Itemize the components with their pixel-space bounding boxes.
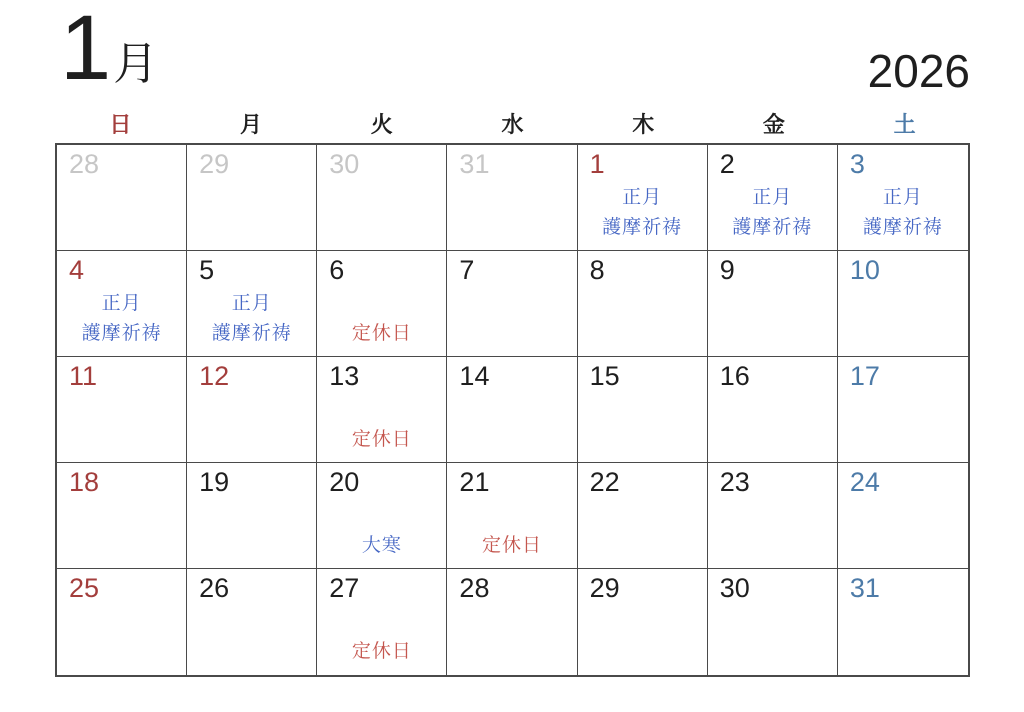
calendar-day-cell (57, 251, 187, 357)
day-note (317, 289, 446, 349)
date-number: 19 (199, 467, 230, 497)
calendar-day-cell (838, 569, 968, 675)
calendar-day-cell (317, 569, 447, 675)
date-number: 14 (459, 361, 490, 391)
date-number: 8 (589, 255, 605, 285)
date-number: 11 (69, 361, 98, 391)
page-title (60, 0, 159, 99)
day-note (317, 395, 446, 455)
calendar-day-cell (838, 463, 968, 569)
date-number: 22 (589, 467, 620, 497)
calendar-day-cell (447, 357, 577, 463)
date-number: 5 (199, 255, 215, 285)
date-number: 13 (329, 361, 360, 391)
day-note (447, 501, 576, 561)
date-number: 16 (719, 361, 750, 391)
day-note (317, 607, 446, 667)
weekday-label-3: 水 (501, 112, 524, 137)
calendar-day-cell (187, 463, 317, 569)
weekday-label-5: 金 (762, 112, 785, 137)
month-number: 1 (60, 0, 110, 99)
day-note-line-1 (317, 607, 446, 637)
day-note-line-1: 正月 (882, 187, 923, 208)
calendar-day-cell (57, 145, 187, 251)
calendar-day-cell (447, 145, 577, 251)
calendar-day-cell (317, 357, 447, 463)
date-number: 17 (849, 361, 880, 391)
date-number: 25 (69, 573, 100, 603)
calendar-day-cell (57, 463, 187, 569)
calendar-day-cell (708, 463, 838, 569)
date-number: 26 (199, 573, 230, 603)
day-note-line-2: 定休日 (351, 323, 412, 344)
calendar-day-cell (187, 569, 317, 675)
weekday-label-4: 木 (632, 112, 655, 137)
day-note-line-1: 正月 (101, 293, 142, 314)
calendar-day-cell (57, 569, 187, 675)
calendar-day-cell (187, 357, 317, 463)
date-number: 27 (329, 573, 360, 603)
date-number: 29 (199, 149, 230, 179)
date-number: 30 (719, 573, 750, 603)
calendar-day-cell (578, 569, 708, 675)
date-number: 9 (719, 255, 735, 285)
day-note-line-2: 護摩祈祷 (81, 323, 162, 344)
calendar-day-cell (838, 251, 968, 357)
date-number: 4 (69, 255, 85, 285)
date-number: 28 (69, 149, 100, 179)
calendar-day-cell (578, 251, 708, 357)
day-note-line-1: 正月 (231, 293, 272, 314)
day-note-line-2: 護摩祈祷 (602, 217, 683, 238)
calendar-day-cell (708, 251, 838, 357)
date-number: 2 (719, 149, 735, 179)
day-note-line-2: 定休日 (481, 535, 542, 556)
date-number: 30 (329, 149, 360, 179)
day-note-line-2: 定休日 (351, 641, 412, 662)
calendar-grid (55, 143, 970, 677)
date-number: 15 (589, 361, 620, 391)
date-number: 3 (849, 149, 865, 179)
day-note-line-1: 正月 (752, 187, 793, 208)
date-number: 10 (849, 255, 880, 285)
date-number: 20 (329, 467, 360, 497)
calendar-day-cell (578, 463, 708, 569)
date-number: 6 (329, 255, 345, 285)
weekday-label-6: 土 (893, 112, 916, 137)
calendar-day-cell (447, 463, 577, 569)
month-suffix: 月 (113, 38, 159, 89)
day-note (838, 183, 968, 243)
day-note-line-1 (317, 289, 446, 319)
calendar-day-cell (708, 145, 838, 251)
calendar-day-cell (447, 569, 577, 675)
date-number: 1 (589, 149, 605, 179)
date-number: 23 (719, 467, 750, 497)
calendar-day-cell (317, 463, 447, 569)
date-number: 31 (849, 573, 880, 603)
date-number: 31 (459, 149, 490, 179)
calendar-day-cell (708, 569, 838, 675)
day-note (578, 183, 707, 243)
date-number: 21 (459, 467, 490, 497)
calendar-day-cell (578, 357, 708, 463)
day-note-line-1 (317, 501, 446, 531)
weekday-label-1: 月 (240, 112, 263, 137)
calendar-day-cell (838, 145, 968, 251)
day-note-line-1: 正月 (622, 187, 663, 208)
weekday-label-2: 火 (370, 112, 393, 137)
day-note (187, 289, 316, 349)
day-note-line-2: 護摩祈祷 (732, 217, 813, 238)
weekday-label-0: 日 (109, 112, 132, 137)
date-number: 28 (459, 573, 490, 603)
day-note-line-2: 護摩祈祷 (211, 323, 292, 344)
calendar-day-cell (187, 145, 317, 251)
day-note-line-2: 護摩祈祷 (862, 217, 943, 238)
calendar-day-cell (578, 145, 708, 251)
date-number: 18 (69, 467, 100, 497)
date-number: 12 (199, 361, 230, 391)
day-note-line-1 (317, 395, 446, 425)
calendar-day-cell (708, 357, 838, 463)
date-number: 7 (459, 255, 475, 285)
day-note (708, 183, 837, 243)
calendar-day-cell (57, 357, 187, 463)
day-note (317, 501, 446, 561)
year-label: 2026 (867, 45, 970, 97)
calendar-day-cell (838, 357, 968, 463)
date-number: 24 (849, 467, 880, 497)
calendar-day-cell (187, 251, 317, 357)
calendar-day-cell (317, 251, 447, 357)
weekday-header-row (55, 106, 970, 141)
day-note (57, 289, 186, 349)
day-note-line-2: 大寒 (361, 535, 402, 556)
day-note-line-1 (447, 501, 576, 531)
calendar-day-cell (317, 145, 447, 251)
day-note-line-2: 定休日 (351, 429, 412, 450)
date-number: 29 (589, 573, 620, 603)
calendar-day-cell (447, 251, 577, 357)
